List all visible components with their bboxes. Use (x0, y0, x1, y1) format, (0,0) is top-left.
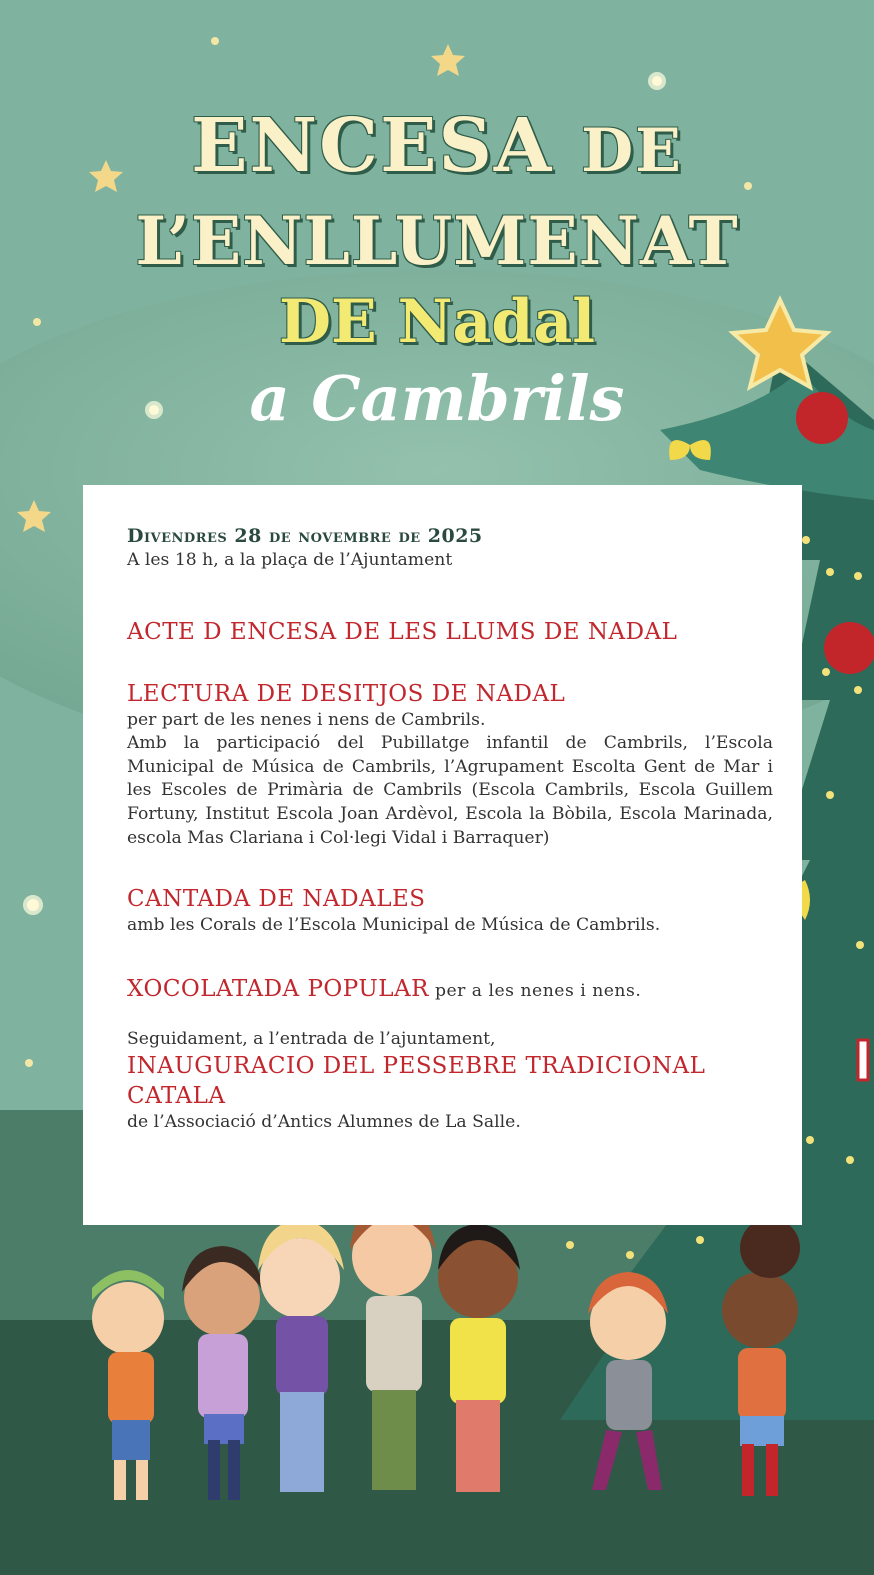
event-date: Divendres 28 de novembre de 2025 (127, 525, 483, 547)
act-nativity-intro: Seguidament, a l’entrada de l’ajuntament, (127, 1028, 496, 1049)
act-lighting-title: ACTE D ENCESA DE LES LLUMS DE NADAL (127, 618, 678, 645)
act-wishes-title: LECTURA DE DESITJOS DE NADAL (127, 680, 566, 707)
act-chocolate-sub: per a les nenes i nens. (434, 980, 642, 1001)
act-wishes-description: Amb la participació del Pubillatge infantil de Cambrils, l’Escola Municipal de Música de Cambrils, l’Agrupament Escolta Gent de Mar i les Escoles de Primària de Cambrils (Escola Cambrils, Escola Guillem Fortuny, Institut Escola Joan Ardèvol, Escola la Bòbila, Escola Marinada, escola Mas Clariana i Col·legi Vidal i Barraquer) (127, 733, 773, 848)
act-nativity-title: INAUGURACIO DEL PESSEBRE TRADICIONAL CATALA (127, 1053, 706, 1110)
act-carols-sub: amb les Corals de l’Escola Municipal de Música de Cambrils. (127, 915, 661, 936)
act-chocolate-title: XOCOLATADA POPULAR (127, 975, 429, 1002)
title-de: DE (581, 116, 683, 186)
title-line-1 (0, 100, 874, 197)
title-line-4: a Cambrils (249, 362, 625, 435)
act-nativity-sub: de l’Associació d’Antics Alumnes de La Salle. (127, 1112, 521, 1133)
act-carols-title: CANTADA DE NADALES (127, 886, 426, 913)
program-content (127, 523, 773, 1135)
act-chocolate-line (127, 974, 773, 1006)
program-card (83, 485, 802, 1225)
title-line-2: L’ENLLUMENAT (135, 202, 739, 280)
poster-title (0, 100, 874, 439)
title-encesa: ENCESA (191, 103, 554, 189)
title-line-3: DE Nadal (279, 287, 595, 357)
act-wishes-sub: per part de les nenes i nens de Cambrils. (127, 709, 486, 730)
event-time-place: A les 18 h, a la plaça de l’Ajuntament (127, 550, 453, 570)
